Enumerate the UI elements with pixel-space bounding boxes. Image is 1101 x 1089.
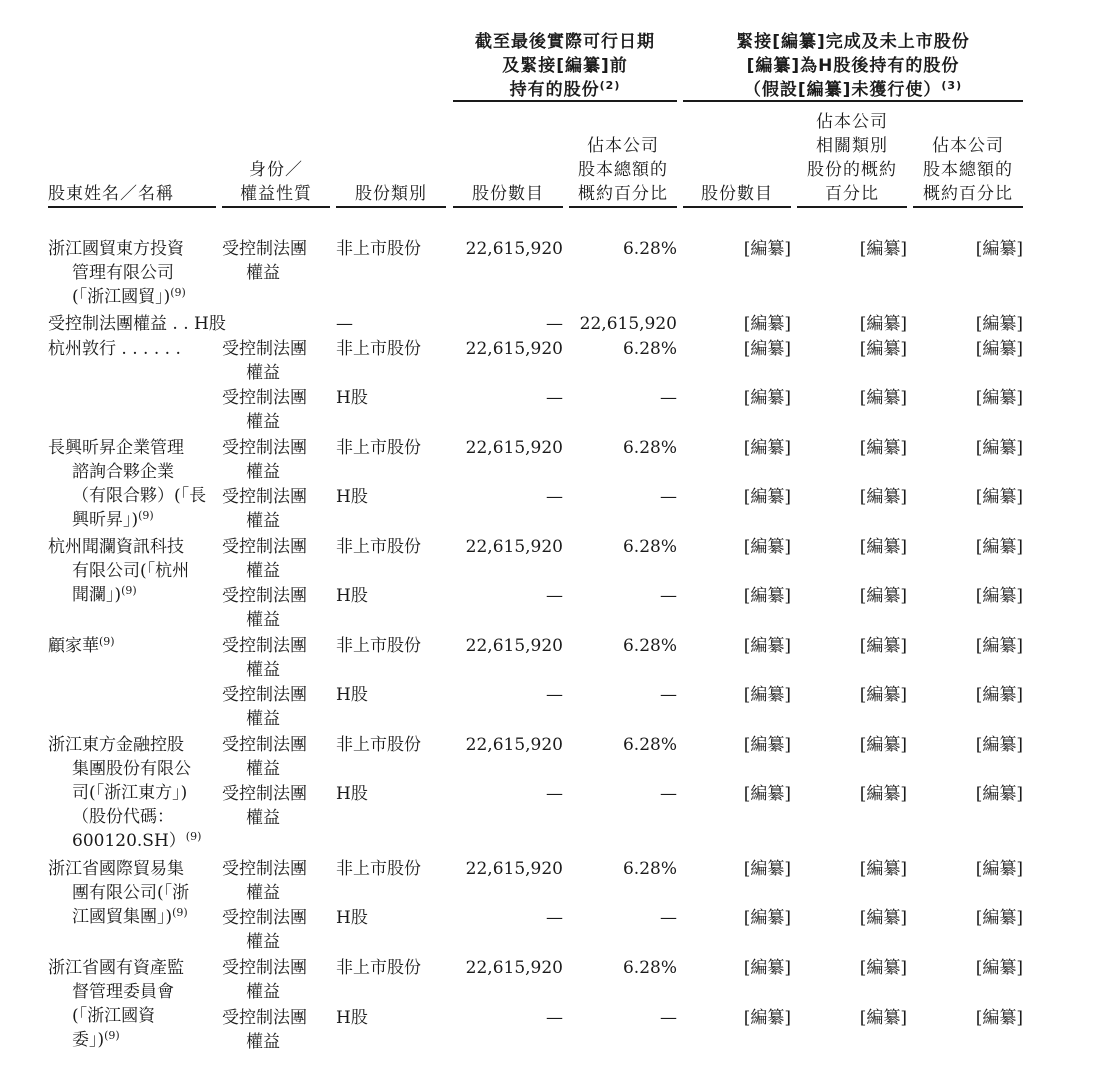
capacity-text: 權益 — [246, 759, 280, 779]
shareholder-name-text: 杭州聞瀾資訊科技 — [48, 537, 184, 557]
percentage-total-after: [編纂] — [975, 239, 1023, 259]
share-class: 非上市股份 — [336, 958, 421, 978]
capacity-text: 權益 — [246, 1032, 280, 1052]
shareholder-name — [48, 436, 184, 460]
shareholder-name — [48, 337, 181, 361]
shareholder-name — [48, 312, 226, 336]
percentage-before: — — [660, 487, 677, 507]
capacity-text: 受控制法團 — [222, 487, 307, 507]
capacity-text: 權益 — [246, 982, 280, 1002]
shareholder-name-text: (「浙江國貿」) — [72, 287, 171, 307]
percentage-class-after: [編纂] — [859, 958, 907, 978]
shareholder-name-text: 受控制法團權益 . . H股 — [48, 314, 226, 334]
percentage-total-after: [編纂] — [975, 487, 1023, 507]
shareholder-name-text: 督管理委員會 — [72, 982, 174, 1002]
shareholder-name-text: （股份代碼： — [72, 807, 174, 827]
number-of-shares-after: [編纂] — [743, 958, 791, 978]
number-of-shares-before: — — [546, 784, 563, 804]
shareholder-name-text: 委」) — [72, 1030, 105, 1050]
col-header-shares-before: 股份數目 — [472, 184, 544, 204]
percentage-total-after: [編纂] — [975, 784, 1023, 804]
number-of-shares-before: — — [546, 487, 563, 507]
share-class: H股 — [336, 1008, 368, 1028]
col-header-pct-total-after: 佔本公司 股本總額的 概約百分比 — [923, 136, 1013, 204]
capacity-text: 權益 — [246, 462, 280, 482]
shareholder-name — [72, 757, 191, 781]
share-class: H股 — [336, 388, 368, 408]
footnote-marker: (9) — [99, 635, 115, 648]
percentage-total-after: [編纂] — [975, 685, 1023, 705]
number-of-shares-after: [編纂] — [743, 537, 791, 557]
col-header-name: 股東姓名／名稱 — [48, 184, 174, 204]
percentage-before: — — [660, 784, 677, 804]
number-of-shares-after: [編纂] — [743, 314, 791, 334]
col-header-pct-class-after: 佔本公司 相關類別 股份的概約 百分比 — [807, 112, 897, 204]
shareholder-name — [72, 285, 186, 309]
percentage-class-after: [編纂] — [859, 314, 907, 334]
number-of-shares-after: [編纂] — [743, 438, 791, 458]
number-of-shares-before: 22,615,920 — [465, 636, 563, 656]
capacity-text: 受控制法團 — [222, 1008, 307, 1028]
shareholder-name — [48, 956, 184, 980]
shareholder-name-text: 杭州敦行 . . . . . . — [48, 339, 181, 359]
capacity-text: 受控制法團 — [222, 784, 307, 804]
col-rule-pct-class-after — [797, 206, 907, 208]
share-class: H股 — [336, 487, 368, 507]
shareholder-name-text: 司(「浙江東方」) — [72, 783, 188, 803]
number-of-shares-after: [編纂] — [743, 908, 791, 928]
capacity-text: 權益 — [246, 709, 280, 729]
percentage-total-after: [編纂] — [975, 908, 1023, 928]
col-header-capacity: 身份／ 權益性質 — [240, 160, 312, 204]
capacity-text: 受控制法團 — [222, 339, 307, 359]
number-of-shares-before: 22,615,920 — [465, 339, 563, 359]
shareholder-name-text: 浙江東方金融控股 — [48, 735, 184, 755]
number-of-shares-before: — — [546, 388, 563, 408]
col-rule-capacity — [222, 206, 330, 208]
shareholder-name-text: 浙江省國有資產監 — [48, 958, 184, 978]
share-class: 非上市股份 — [336, 636, 421, 656]
capacity-text: 權益 — [246, 808, 280, 828]
shareholder-name — [72, 881, 189, 905]
share-class: — — [336, 314, 353, 334]
capacity-text: 受控制法團 — [222, 636, 307, 656]
shareholder-name — [72, 261, 174, 285]
shareholder-name-text: 聞瀾」) — [72, 585, 122, 605]
shareholder-name — [72, 1028, 120, 1052]
footnote-marker: (9) — [170, 286, 186, 299]
percentage-class-after: [編纂] — [859, 636, 907, 656]
shareholder-name — [72, 829, 201, 853]
number-of-shares-after: [編纂] — [743, 339, 791, 359]
capacity-text: 受控制法團 — [222, 537, 307, 557]
percentage-class-after: [編纂] — [859, 388, 907, 408]
percentage-class-after: [編纂] — [859, 487, 907, 507]
capacity-text: 權益 — [246, 883, 280, 903]
percentage-before: — — [660, 586, 677, 606]
capacity-text: 受控制法團 — [222, 859, 307, 879]
percentage-class-after: [編纂] — [859, 908, 907, 928]
share-class: H股 — [336, 908, 368, 928]
col-rule-shares-after — [683, 206, 791, 208]
shareholder-name-text: 有限公司(「杭州 — [72, 561, 190, 581]
percentage-before: 6.28% — [622, 239, 677, 259]
percentage-class-after: [編纂] — [859, 239, 907, 259]
shareholder-name-text: 團有限公司(「浙 — [72, 883, 190, 903]
shareholder-name — [72, 781, 187, 805]
shareholder-name — [72, 583, 137, 607]
shareholder-name — [72, 559, 189, 583]
shareholder-name-text: 長興昕昇企業管理 — [48, 438, 184, 458]
footnote-marker: (9) — [104, 1029, 120, 1042]
percentage-before: 6.28% — [622, 636, 677, 656]
col-rule-name — [48, 206, 216, 208]
shareholder-name — [48, 535, 184, 559]
percentage-total-after: [編纂] — [975, 438, 1023, 458]
capacity-text: 受控制法團 — [222, 239, 307, 259]
percentage-before: — — [660, 388, 677, 408]
percentage-before: — — [660, 685, 677, 705]
percentage-total-after: [編纂] — [975, 1008, 1023, 1028]
shareholder-name — [48, 237, 184, 261]
percentage-total-after: [編纂] — [975, 339, 1023, 359]
col-header-pct-before: 佔本公司 股本總額的 概約百分比 — [578, 136, 668, 204]
percentage-total-after: [編纂] — [975, 859, 1023, 879]
share-class: 非上市股份 — [336, 438, 421, 458]
number-of-shares-after: [編纂] — [743, 239, 791, 259]
number-of-shares-after: [編纂] — [743, 388, 791, 408]
number-of-shares-before: 22,615,920 — [465, 735, 563, 755]
capacity-text: 權益 — [246, 932, 280, 952]
shareholder-name-text: 600120.SH） — [72, 831, 186, 851]
capacity-text: 權益 — [246, 660, 280, 680]
number-of-shares-before: — — [546, 685, 563, 705]
shareholder-name — [48, 634, 115, 658]
percentage-class-after: [編纂] — [859, 735, 907, 755]
percentage-class-after: [編纂] — [859, 784, 907, 804]
percentage-class-after: [編纂] — [859, 859, 907, 879]
share-class: 非上市股份 — [336, 735, 421, 755]
percentage-before: 6.28% — [622, 735, 677, 755]
share-class: H股 — [336, 685, 368, 705]
shareholder-name — [72, 460, 174, 484]
capacity-text: 受控制法團 — [222, 908, 307, 928]
shareholder-name-text: 諮詢合夥企業 — [72, 462, 174, 482]
capacity-text: 權益 — [246, 363, 280, 383]
footnote-marker: (9) — [172, 906, 188, 919]
percentage-class-after: [編纂] — [859, 1008, 907, 1028]
shareholder-name — [72, 905, 188, 929]
shareholder-name-text: 江國貿集團」) — [72, 907, 173, 927]
shareholder-name — [72, 1004, 155, 1028]
capacity-text: 權益 — [246, 610, 280, 630]
number-of-shares-after: [編纂] — [743, 784, 791, 804]
share-class: H股 — [336, 784, 368, 804]
shareholder-name-text: 管理有限公司 — [72, 263, 174, 283]
footnote-marker: (9) — [185, 830, 202, 843]
number-of-shares-after: [編纂] — [743, 735, 791, 755]
shareholder-name — [48, 857, 184, 881]
number-of-shares-before: 22,615,920 — [465, 958, 563, 978]
percentage-before: 6.28% — [622, 339, 677, 359]
percentage-class-after: [編纂] — [859, 339, 907, 359]
shareholder-name — [48, 733, 184, 757]
group-header-rule-1 — [453, 100, 677, 102]
number-of-shares-before: 22,615,920 — [465, 537, 563, 557]
share-class: 非上市股份 — [336, 537, 421, 557]
footnote-marker: (9) — [138, 509, 154, 522]
percentage-total-after: [編纂] — [975, 735, 1023, 755]
capacity-text: 權益 — [246, 263, 280, 283]
shareholder-name-text: 集團股份有限公 — [72, 759, 191, 779]
number-of-shares-before: — — [546, 908, 563, 928]
percentage-total-after: [編纂] — [975, 388, 1023, 408]
shareholder-name-text: 顧家華 — [48, 636, 99, 656]
group-header-rule-2 — [683, 100, 1023, 102]
col-rule-pct-before — [569, 206, 677, 208]
percentage-before: 6.28% — [622, 859, 677, 879]
footnote-marker: (9) — [121, 584, 137, 597]
share-class: 非上市股份 — [336, 859, 421, 879]
col-rule-shares-before — [453, 206, 563, 208]
percentage-total-after: [編纂] — [975, 636, 1023, 656]
capacity-text: 權益 — [246, 511, 280, 531]
percentage-total-after: [編纂] — [975, 314, 1023, 334]
share-class: 非上市股份 — [336, 339, 421, 359]
number-of-shares-before: 22,615,920 — [465, 438, 563, 458]
shareholder-name — [72, 980, 174, 1004]
percentage-before: — — [660, 908, 677, 928]
group-header-after-offering: 緊接[編纂]完成及未上市股份 [編纂]為H股後持有的股份 （假設[編纂]未獲行使）$^{(3)}$ — [736, 32, 970, 100]
shareholder-name-text: （有限合夥）(「長 — [72, 486, 207, 506]
capacity-text: 受控制法團 — [222, 735, 307, 755]
shareholder-name-text: 浙江國貿東方投資 — [48, 239, 184, 259]
percentage-class-after: [編纂] — [859, 537, 907, 557]
shareholder-name-text: 浙江省國際貿易集 — [48, 859, 184, 879]
shareholder-name — [72, 508, 154, 532]
number-of-shares-after: [編纂] — [743, 586, 791, 606]
number-of-shares-after: [編纂] — [743, 487, 791, 507]
col-rule-pct-total-after — [913, 206, 1023, 208]
percentage-before: 6.28% — [622, 438, 677, 458]
number-of-shares-after: [編纂] — [743, 636, 791, 656]
capacity-text: 受控制法團 — [222, 958, 307, 978]
number-of-shares-before: 22,615,920 — [465, 239, 563, 259]
shareholder-name-text: 興昕昇」) — [72, 510, 139, 530]
percentage-before: 6.28% — [622, 537, 677, 557]
percentage-before: — — [660, 1008, 677, 1028]
shareholder-name-text: (「浙江國資 — [72, 1006, 156, 1026]
capacity-text: 受控制法團 — [222, 685, 307, 705]
capacity-text: 受控制法團 — [222, 438, 307, 458]
capacity-text: 受控制法團 — [222, 388, 307, 408]
number-of-shares-after: [編纂] — [743, 1008, 791, 1028]
capacity-text: 受控制法團 — [222, 586, 307, 606]
percentage-class-after: [編纂] — [859, 438, 907, 458]
percentage-class-after: [編纂] — [859, 586, 907, 606]
capacity-text: 權益 — [246, 412, 280, 432]
number-of-shares-before: — — [546, 586, 563, 606]
number-of-shares-before: — — [546, 1008, 563, 1028]
number-of-shares-after: [編纂] — [743, 685, 791, 705]
number-of-shares-before: — — [546, 314, 563, 334]
number-of-shares-before: 22,615,920 — [465, 859, 563, 879]
share-class: H股 — [336, 586, 368, 606]
capacity-text: 權益 — [246, 561, 280, 581]
col-header-class: 股份類別 — [355, 184, 427, 204]
percentage-total-after: [編纂] — [975, 537, 1023, 557]
percentage-before: 6.28% — [622, 958, 677, 978]
number-of-shares-after: [編纂] — [743, 859, 791, 879]
percentage-total-after: [編纂] — [975, 958, 1023, 978]
percentage-class-after: [編纂] — [859, 685, 907, 705]
col-header-shares-after: 股份數目 — [701, 184, 773, 204]
shareholder-name — [72, 484, 206, 508]
percentage-before: 22,615,920 — [579, 314, 677, 334]
col-rule-class — [336, 206, 446, 208]
group-header-before-offering: 截至最後實際可行日期 及緊接[編纂]前 持有的股份$^{(2)}$ — [475, 32, 655, 100]
percentage-total-after: [編纂] — [975, 586, 1023, 606]
share-class: 非上市股份 — [336, 239, 421, 259]
shareholder-name — [72, 805, 174, 829]
